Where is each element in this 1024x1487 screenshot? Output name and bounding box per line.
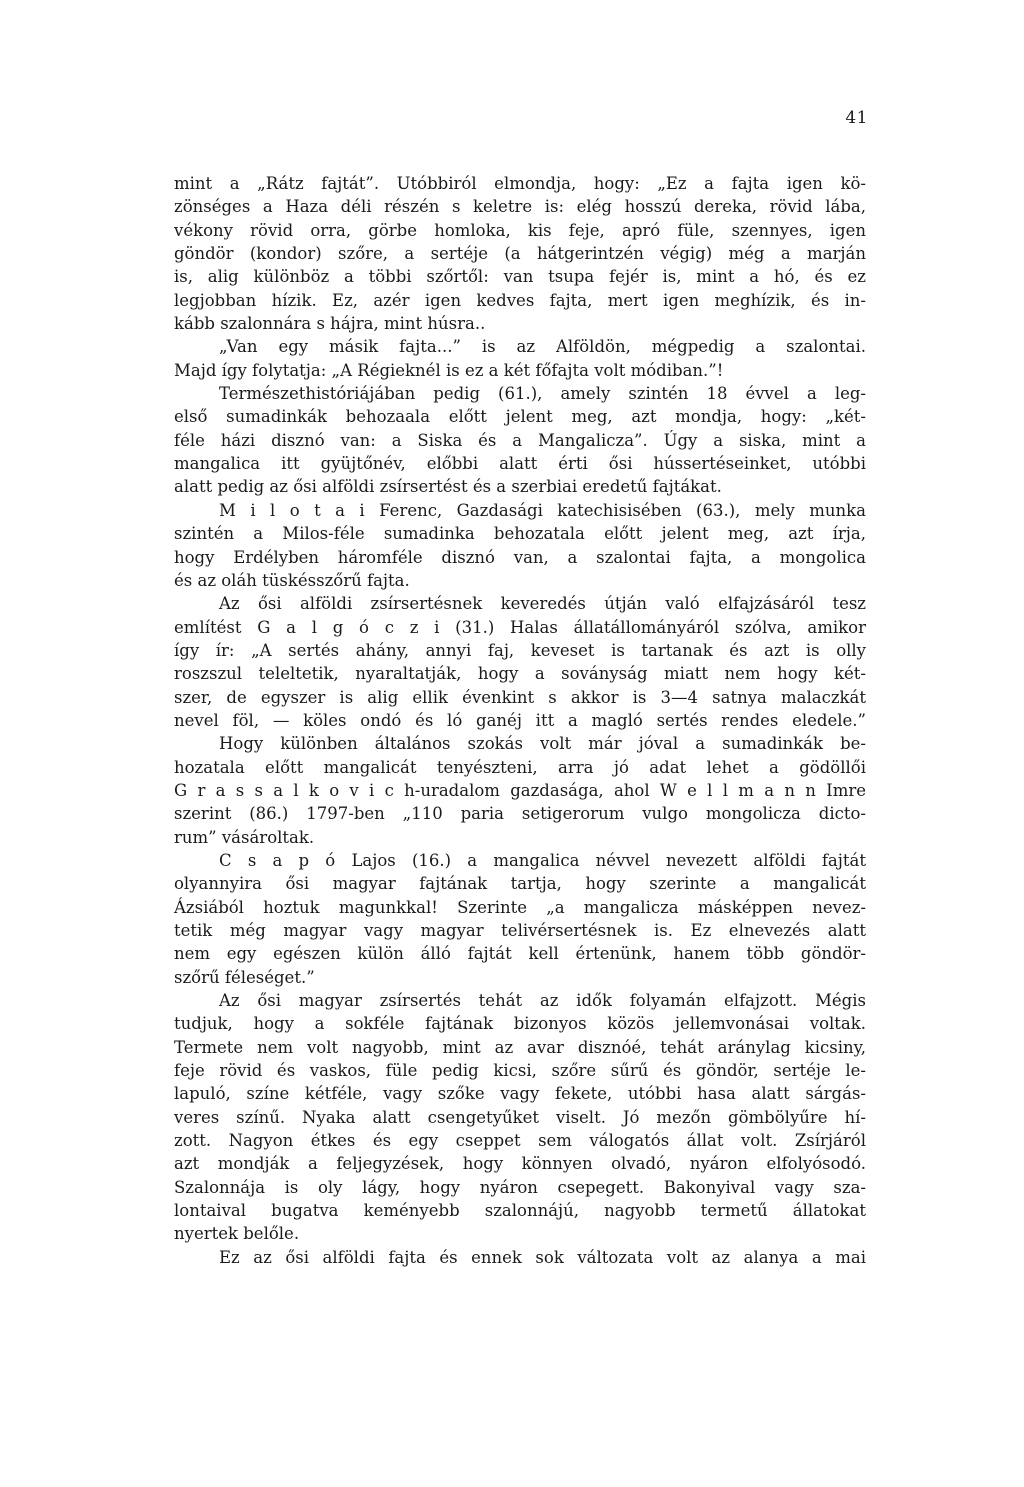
text-line: zott. Nagyon étkes és egy cseppet sem válogatós állat volt. Zsírjáról xyxy=(174,1131,866,1151)
text-line: Szalonnája is oly lágy, hogy nyáron csepegett. Bakonyival vagy sza- xyxy=(174,1177,866,1197)
text-line: veres színű. Nyaka alatt csengetyűket viselt. Jó mezőn gömbölyűre hí- xyxy=(174,1107,866,1127)
text-line: Hogy különben általános szokás volt már jóval a sumadinkák be- xyxy=(219,734,866,754)
text-line: említést G a l g ó c z i (31.) Halas állatállományáról szólva, amikor xyxy=(174,617,866,637)
text-line: G r a s s a l k o v i c h-uradalom gazdasága, ahol W e l l m a n n Imre xyxy=(174,780,866,800)
text-line: Ez az ősi alföldi fajta és ennek sok változata volt az alanya a mai xyxy=(219,1247,866,1267)
text-line: zönséges a Haza déli részén s keletre is: elég hosszú dereka, rövid lába, xyxy=(174,197,866,217)
text-line: C s a p ó Lajos (16.) a mangalica névvel nevezett alföldi fajtát xyxy=(219,850,866,870)
text-line: hogy Erdélyben háromféle disznó van, a szalontai fajta, a mongolica xyxy=(174,547,866,567)
text-line: göndör (kondor) szőre, a sertéje (a hátgerintzén végig) még a marján xyxy=(174,244,866,264)
text-line: alatt pedig az ősi alföldi zsírsertést és a szerbiai eredetű fajtákat. xyxy=(174,477,722,497)
text-line: lontaival bugatva keményebb szalonnájú, nagyobb termetű állatokat xyxy=(174,1201,866,1221)
text-line: szer, de egyszer is alig ellik évenkint s akkor is 3—4 satnya malaczkát xyxy=(174,687,866,707)
text-line: mint a „Rátz fajtát”. Utóbbiról elmondja, hogy: „Ez a fajta igen kö- xyxy=(174,174,866,193)
text-line: rum” vásároltak. xyxy=(174,827,315,847)
text-line: is, alig különböz a többi szőrtől: van tsupa fejér is, mint a hó, és ez xyxy=(174,267,866,287)
text-line: hozatala előtt mangalicát tenyészteni, arra jó adat lehet a gödöllői xyxy=(174,757,866,777)
text-line: tudjuk, hogy a sokféle fajtának bizonyos közös jellemvonásai voltak. xyxy=(174,1014,866,1034)
text-line: és az oláh tüskésszőrű fajta. xyxy=(174,570,410,590)
text-line: Természethistóriájában pedig (61.), amely szintén 18 évvel a leg- xyxy=(219,384,866,404)
text-line: szerint (86.) 1797-ben „110 paria setigerorum vulgo mongolicza dicto- xyxy=(174,804,866,824)
text-line: Az ősi alföldi zsírsertésnek keveredés útján való elfajzásáról tesz xyxy=(219,594,866,614)
text-line: kább szalonnára s hájra, mint húsra.. xyxy=(174,314,486,334)
text-line: M i l o t a i Ferenc, Gazdasági katechisisében (63.), mely munka xyxy=(219,500,866,520)
text-line: nyertek belőle. xyxy=(174,1224,300,1244)
text-line: Termete nem volt nagyobb, mint az avar disznóé, tehát aránylag kicsiny, xyxy=(174,1037,866,1057)
text-line: lapuló, színe kétféle, vagy szőke vagy fekete, utóbbi hasa alatt sárgás- xyxy=(174,1084,866,1104)
text-line: vékony rövid orra, görbe homloka, kis feje, apró füle, szennyes, igen xyxy=(174,220,866,240)
text-line: így ír: „A sertés ahány, annyi faj, keveset is tartanak és azt is olly xyxy=(174,640,866,660)
text-line: „Van egy másik fajta...” is az Alföldön, mégpedig a szalontai. xyxy=(219,337,866,357)
text-line: Majd így folytatja: „A Régieknél is ez a két főfajta volt módiban.”! xyxy=(174,360,724,380)
text-line: Az ősi magyar zsírsertés tehát az idők folyamán elfajzott. Mégis xyxy=(219,991,866,1011)
text-line: olyannyira ősi magyar fajtának tartja, hogy szerinte a mangalicát xyxy=(174,874,866,894)
text-line: szintén a Milos-féle sumadinka behozatala előtt jelent meg, azt írja, xyxy=(174,524,866,544)
page-body-text xyxy=(174,172,866,1269)
text-line: tetik még magyar vagy magyar telivérsertésnek is. Ez elnevezés alatt xyxy=(174,921,866,940)
text-line: szőrű féleséget.” xyxy=(174,967,315,987)
text-line: legjobban hízik. Ez, azér igen kedves fajta, mert igen meghízik, és in- xyxy=(174,290,866,310)
text-line: mangalica itt gyüjtőnév, előbbi alatt érti ősi hússertéseinket, utóbbi xyxy=(174,454,866,474)
text-line: Ázsiából hoztuk magunkkal! Szerinte „a mangalicza másképpen nevez- xyxy=(174,897,866,917)
text-line: nevel föl, — köles ondó és ló ganéj itt a magló sertés rendes eledele.” xyxy=(174,710,866,730)
text-line: feje rövid és vaskos, füle pedig kicsi, szőre sűrű és göndör, sertéje le- xyxy=(174,1061,866,1081)
text-line: nem egy egészen külön álló fajtát kell értenünk, hanem több göndör- xyxy=(174,944,866,964)
page-number: 41 xyxy=(845,108,868,128)
text-line: roszszul teleltetik, nyaraltatják, hogy a soványság miatt nem hogy két- xyxy=(174,664,866,684)
text-line: első sumadinkák behozaala előtt jelent meg, azt mondja, hogy: „két- xyxy=(174,407,866,427)
text-line: azt mondják a feljegyzések, hogy könnyen olvadó, nyáron elfolyósodó. xyxy=(174,1154,866,1174)
text-line: féle házi disznó van: a Siska és a Mangalicza”. Úgy a siska, mint a xyxy=(174,430,866,450)
